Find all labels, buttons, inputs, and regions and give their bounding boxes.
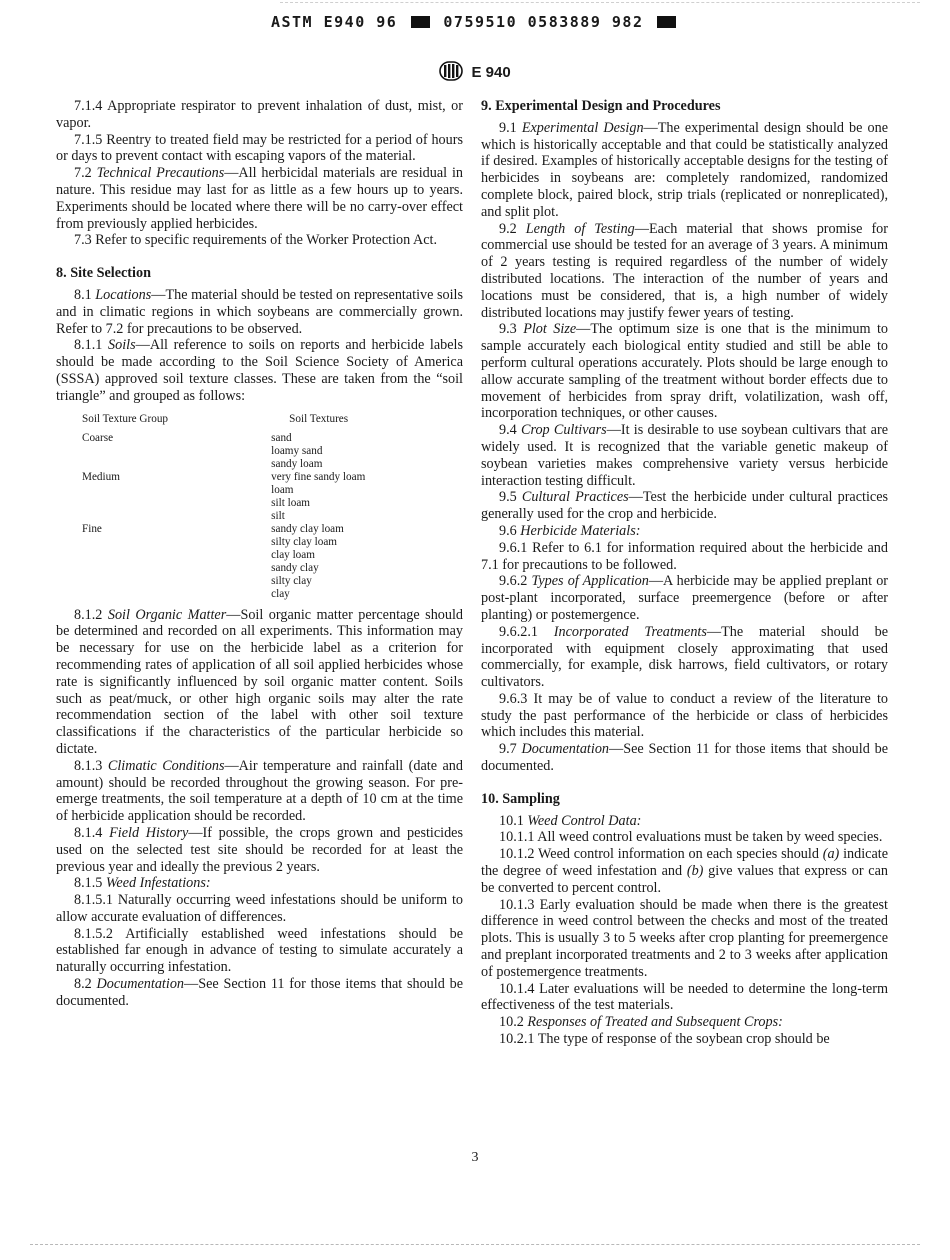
texture-list xyxy=(271,523,463,601)
paragraph-8-1-2: 8.1.2 Soil Organic Matter—Soil organic matter percentage should be determined and recorded on all experiments. This information may be necessary for use on the herbicide label as a criterion for recommending rates of application of all soil applied herbicides whose rate is significantly influenced by soil organic matter content. Soils such as peat/muck, or other high organic soils may alter the rate recommendation section of the label with other soil texture classifications if the characteristics of the particular herbicide so dictate. xyxy=(56,606,464,757)
running-head xyxy=(0,60,950,82)
section-heading-9: 9. Experimental Design and Procedures xyxy=(481,98,721,114)
redaction-block xyxy=(411,16,430,28)
paragraph-9-7: 9.7 Documentation—See Section 11 for those items that should be documented. xyxy=(481,741,888,775)
section-heading-10: 10. Sampling xyxy=(481,790,560,807)
paragraph-10-1: 10.1 Weed Control Data: xyxy=(499,812,642,829)
paragraph-8-2: 8.2 Documentation—See Section 11 for those items that should be documented. xyxy=(56,976,463,1009)
texture-item: loam xyxy=(271,483,294,496)
table-row-medium xyxy=(56,471,463,523)
paragraph-9-5: 9.5 Cultural Practices—Test the herbicide under cultural practices generally used for the crop and herbicide. xyxy=(481,489,889,523)
paragraph-7-1-5: 7.1.5 Reentry to treated field may be restricted for a period of hours or days to prevent contact with escaping vapors of the material. xyxy=(56,131,463,165)
paragraph-10-2: 10.2 Responses of Treated and Subsequent Crops: xyxy=(499,1014,783,1031)
paragraph-9-6-1: 9.6.1 Refer to 6.1 for information required about the herbicide and 7.1 for precautions to be followed. xyxy=(481,539,888,573)
paragraph-8-1-5-1: 8.1.5.1 Naturally occurring weed infestations should be uniform to allow accurate evaluation of differences. xyxy=(56,892,463,925)
paragraph-8-1-3: 8.1.3 Climatic Conditions—Air temperature and rainfall (date and amount) should be recorded throughout the growing season. For pre-emerge treatments, the soil temperature at a depth of 10 cm at the time of herbicide application should be recorded. xyxy=(56,757,463,825)
texture-item: silt loam xyxy=(271,496,310,509)
doc-code-a: ASTM E940 96 xyxy=(270,13,398,31)
paragraph-9-6-2-1: 9.6.2.1 Incorporated Treatments—The material should be incorporated with equipment closely approximating that used commercially, for example, disk harrows, field cultivators, or rotary cultivators. xyxy=(481,623,888,691)
paragraph-8-1-5: 8.1.5 Weed Infestations: xyxy=(74,875,211,892)
page-number: 3 xyxy=(471,1150,479,1165)
texture-list xyxy=(271,471,463,523)
texture-item: silt xyxy=(271,509,285,522)
texture-list xyxy=(271,432,463,471)
texture-item: clay xyxy=(271,587,290,600)
column-header-textures: Soil Textures xyxy=(289,412,349,425)
texture-item: sandy clay xyxy=(271,561,319,574)
texture-item: silty clay loam xyxy=(271,535,338,548)
paragraph-10-1-1: 10.1.1 All weed control evaluations must be taken by weed species. xyxy=(499,829,883,846)
paragraph-9-3: 9.3 Plot Size—The optimum size is one that is the minimum to sample accurately each biological entity studied and still be able to perform cultural operations accurately. Plots should be large enough to allow accurate sampling of the treatment without border effects due to movement of herbicides from spray drift, volatilization, wash off, incorporation techniques, or other causes. xyxy=(481,321,888,422)
paragraph-8-1-4: 8.1.4 Field History—If possible, the crops grown and pesticides used on the selected test site should be recorded for at least the previous year and ideally the previous 2 years. xyxy=(56,824,463,875)
group-name: Medium xyxy=(82,470,120,483)
group-name: Fine xyxy=(82,522,102,535)
paragraph-8-1-1: 8.1.1 Soils—All reference to soils on reports and herbicide labels should be made according to the Soil Science Society of America (SSSA) approved soil texture classes. These are taken from the “soil triangle” and grouped as follows: xyxy=(56,337,463,404)
left-column xyxy=(56,98,463,1010)
astm-logo-icon xyxy=(439,60,463,82)
paragraph-9-6-2: 9.6.2 Types of Application—A herbicide may be applied preplant or post-plant incorporated, surface preemergence (before or after planting) or postemergence. xyxy=(481,573,889,623)
doc-code-b: 0759510 0583889 982 xyxy=(443,13,644,31)
group-name: Coarse xyxy=(82,431,114,444)
paragraph-9-4: 9.4 Crop Cultivars—It is desirable to use soybean cultivars that are widely used. It is recognized that the variable genetic makeup of soybean varieties makes comprehensive variety versus herbicide interaction testing difficult. xyxy=(481,422,888,489)
document-code-header xyxy=(0,13,950,31)
texture-item: silty clay xyxy=(271,574,312,587)
paragraph-10-1-3: 10.1.3 Early evaluation should be made when there is the greatest difference in weed control between the checks and most of the treated plots. This is usually 3 to 5 weeks after crop planting for preemergence and preplant incorporated treatments and 2 to 3 weeks after application of postemergence treatments. xyxy=(481,896,888,980)
texture-item: sandy clay loam xyxy=(271,522,344,535)
table-row-fine xyxy=(56,523,463,601)
redaction-block xyxy=(657,16,676,28)
paragraph-8-1: 8.1 Locations—The material should be tested on representative soils and in climatic regions in which soybeans are commercially grown. Refer to 7.2 for precautions to be observed. xyxy=(56,286,464,337)
paragraph-9-1: 9.1 Experimental Design—The experimental design should be one which is historically acceptable and that could be statistically analyzed if desired. Examples of historically acceptable designs for the testing of herbicides in soybeans are: completely randomized, randomized complete block, paired block, strip trials (replicated or nonreplicated), and split plot. xyxy=(481,119,889,220)
table-header-row xyxy=(56,413,463,432)
column-header-group: Soil Texture Group xyxy=(82,412,169,425)
texture-item: loamy sand xyxy=(271,444,323,457)
paragraph-10-2-1: 10.2.1 The type of response of the soybean crop should be xyxy=(499,1031,830,1048)
texture-item: sand xyxy=(271,431,292,444)
texture-item: very fine sandy loam xyxy=(271,470,366,483)
paragraph-7-1-4: 7.1.4 Appropriate respirator to prevent inhalation of dust, mist, or vapor. xyxy=(56,98,463,131)
right-column xyxy=(481,98,888,1048)
table-row-coarse xyxy=(56,432,463,471)
paragraph-8-1-5-2: 8.1.5.2 Artificially established weed infestations should be established far enough in advance of testing to simulate accurately a naturally occurring infestation. xyxy=(56,925,463,976)
paragraph-10-1-4: 10.1.4 Later evaluations will be needed to determine the long-term effectiveness of the test materials. xyxy=(481,980,888,1014)
soil-texture-table xyxy=(56,413,463,601)
paragraph-10-1-2: 10.1.2 Weed control information on each species should (a) indicate the degree of weed infestation and (b) give values that express or can be converted to percent control. xyxy=(481,846,888,896)
scan-artifact-top xyxy=(280,2,920,4)
paragraph-9-2: 9.2 Length of Testing—Each material that shows promise for commercial use should be tested for an average of 3 years. A minimum of 2 years testing is required regardless of the number of widely distributed locations. The interaction of the number of years and locations must be considered, that is, a high number of widely distributed locations may justify fewer years of testing. xyxy=(481,220,888,321)
standard-number: E 940 xyxy=(471,64,511,81)
paragraph-9-6-3: 9.6.3 It may be of value to conduct a review of the literature to study the past performance of the herbicide or class of herbicides which includes this material. xyxy=(481,690,888,741)
texture-item: sandy loam xyxy=(271,457,323,470)
paragraph-7-2: 7.2 Technical Precautions—All herbicidal materials are residual in nature. This residue may last for as little as a few hours up to years. Experiments should be located where there will be no carry-over effect from previously applied herbicides. xyxy=(56,165,463,232)
paragraph-9-6: 9.6 Herbicide Materials: xyxy=(499,522,641,539)
scan-artifact-bottom xyxy=(30,1244,920,1246)
section-heading-8: 8. Site Selection xyxy=(56,265,151,282)
texture-item: clay loam xyxy=(271,548,315,561)
paragraph-7-3: 7.3 Refer to specific requirements of the Worker Protection Act. xyxy=(74,232,438,249)
